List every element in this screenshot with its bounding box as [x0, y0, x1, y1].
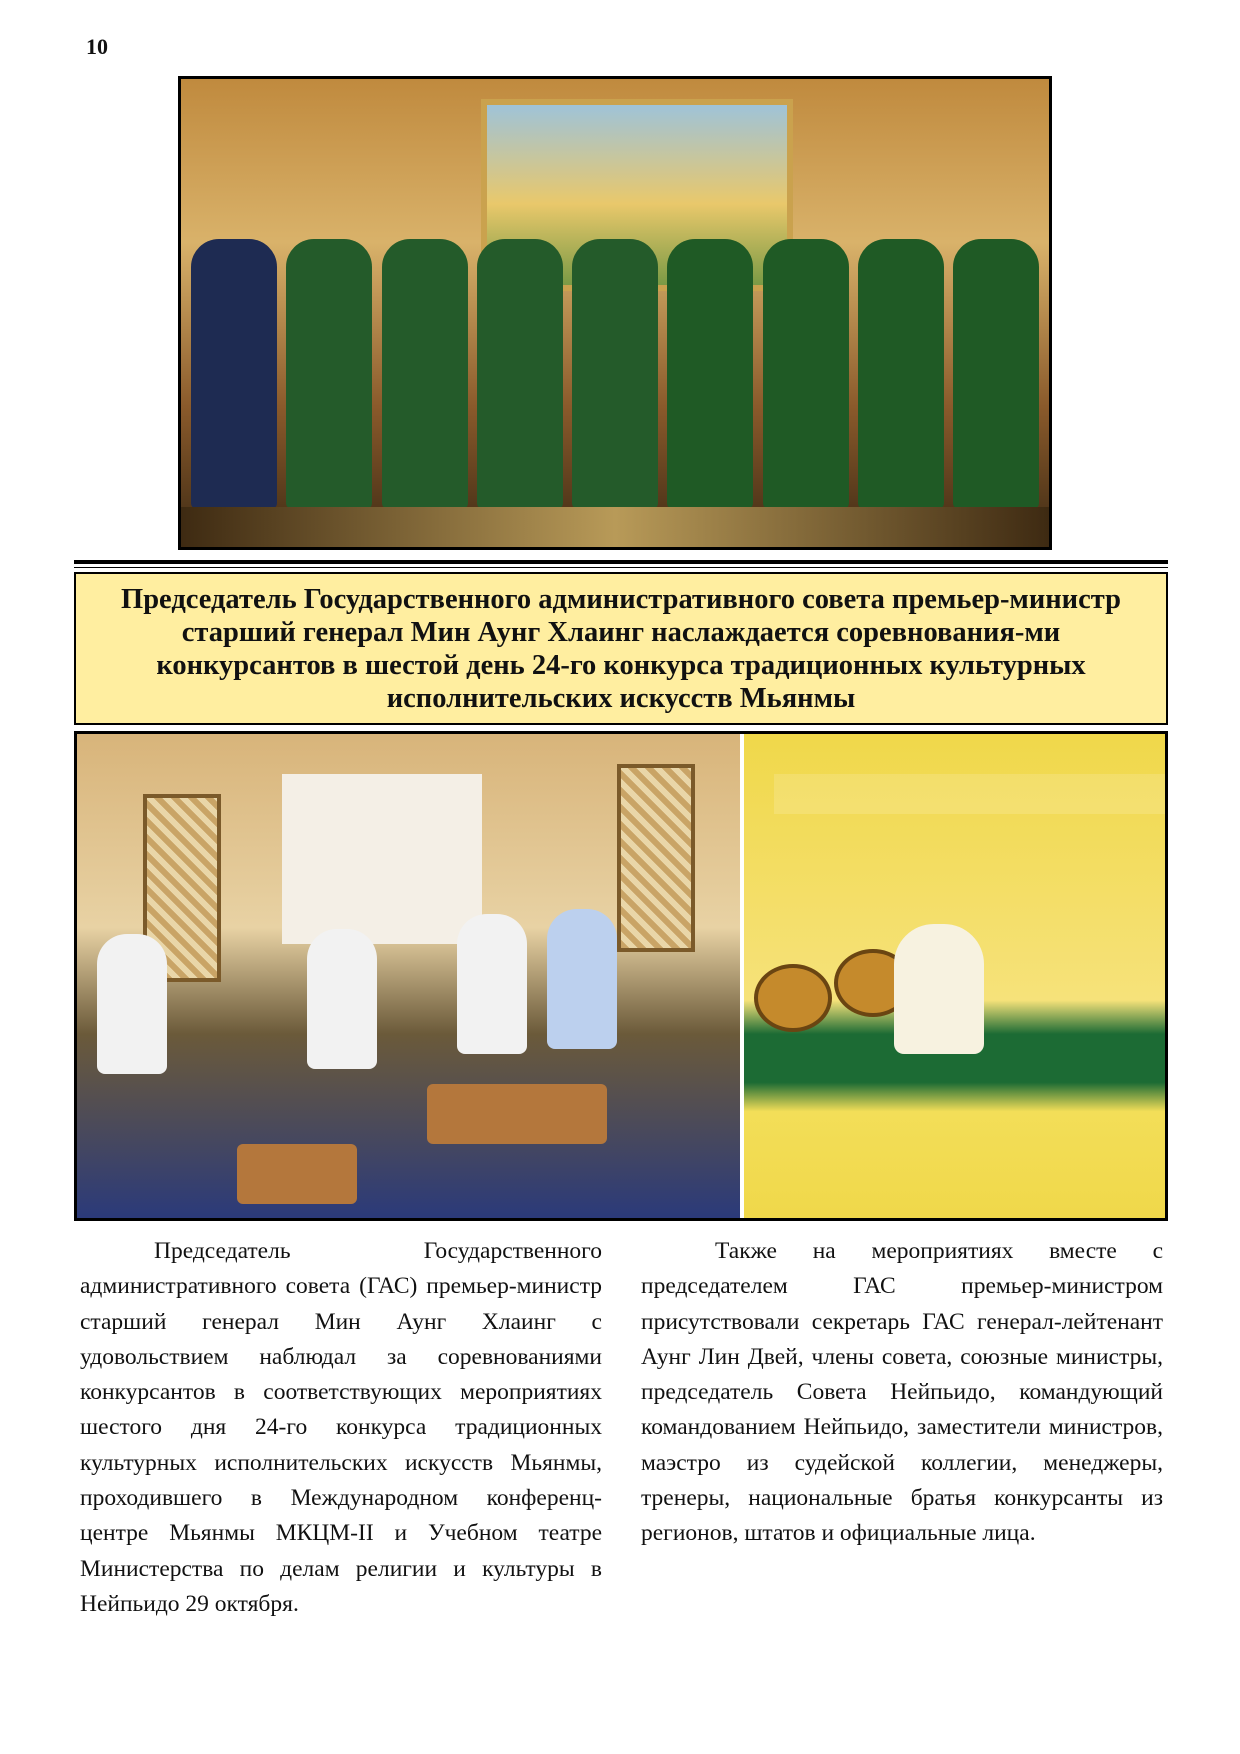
page-number: 10	[86, 34, 108, 59]
person-figure	[191, 239, 277, 509]
section-rule-thin	[74, 567, 1168, 568]
headline: Председатель Государственного административного совета премьер-министр старший генерал Мин Аунг Хлаинг наслаждается соревнования-ми конкурсантов в шестой день 24-го конкурса традиционных культурных исполнительских искусств Мьянмы	[121, 583, 1121, 714]
article-column-left	[80, 1234, 602, 1622]
person-figure	[382, 239, 468, 509]
person-figure	[953, 239, 1039, 509]
paragraph: Также на мероприятиях вместе с председателем ГАС премьер-министром присутствовали секретарь ГАС генерал-лейтенант Аунг Лин Двей, члены совета, союзные министры, председатель Совета Нейпьидо, командующий командованием Нейпьидо, заместители министров, маэстро из судейской коллегии, менеджеры, тренеры, национальные братья конкурсанты из регионов, штатов и официальные лица.	[641, 1238, 1163, 1547]
seated-guest	[547, 909, 617, 1049]
person-figure	[286, 239, 372, 509]
event-photos	[74, 731, 1168, 1221]
person-figure	[572, 239, 658, 509]
carpet	[181, 507, 1049, 547]
person-figure	[667, 239, 753, 509]
article-column-right	[641, 1234, 1163, 1622]
wall-panel	[282, 774, 482, 944]
article-body	[80, 1234, 1163, 1622]
coffee-table	[427, 1084, 607, 1144]
paragraph: Председатель Государственного административного совета (ГАС) премьер-министр старший генерал Мин Аунг Хлаинг с удовольствием наблюдал за соревнованиями конкурсантов в соответствующих мероприятиях шестого дня 24-го конкурса традиционных культурных исполнительских искусств Мьянмы, проходившего в Международном конференц-центре Мьянмы МКЦМ-II и Учебном театре Министерства по делам религии и культуры в Нейпьидо 29 октября.	[80, 1238, 602, 1617]
section-rule	[74, 560, 1168, 564]
headline-box	[74, 572, 1168, 725]
stage-banner	[774, 774, 1165, 814]
person-figure	[477, 239, 563, 509]
audience-photo	[77, 734, 740, 1218]
lattice-window	[617, 764, 695, 952]
delegation-photo	[178, 76, 1052, 550]
seated-guest	[97, 934, 167, 1074]
coffee-table	[237, 1144, 357, 1204]
seated-guest	[457, 914, 527, 1054]
performer	[894, 924, 984, 1054]
delegation-group	[191, 219, 1039, 509]
seated-guest	[307, 929, 377, 1069]
person-figure	[858, 239, 944, 509]
drum	[754, 964, 832, 1032]
person-figure	[763, 239, 849, 509]
performance-photo	[744, 734, 1165, 1218]
